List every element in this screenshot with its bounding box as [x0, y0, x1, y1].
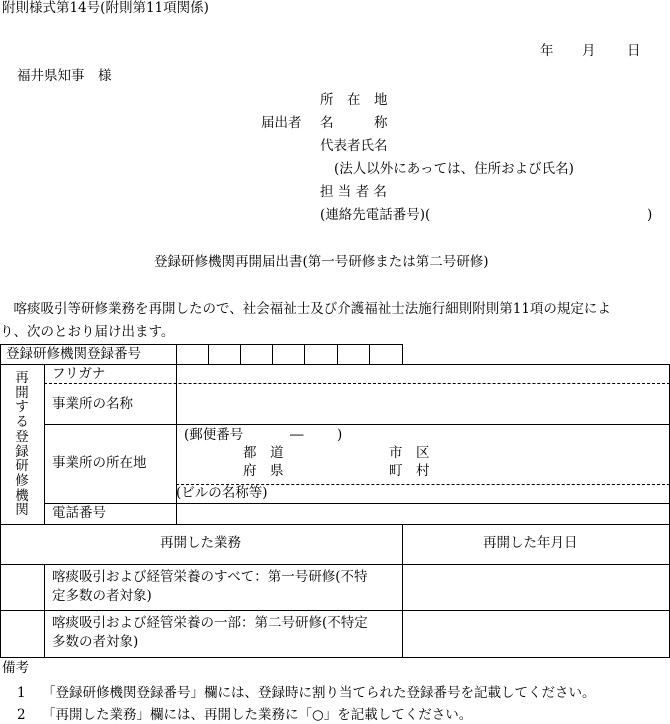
- table-line: [0, 344, 402, 345]
- table-line: [0, 657, 670, 658]
- resumed-business-header: 再開した業務: [160, 535, 241, 551]
- side-label-char: 登: [15, 428, 29, 445]
- notifier-contact-phone-label: (連絡先電話番号)(: [320, 207, 431, 223]
- fu-ken-label: 府 県: [243, 463, 284, 479]
- document-title: 登録研修機関再開届出書(第一号研修または第二号研修): [154, 254, 489, 270]
- registration-number-label: 登録研修機関登録番号: [6, 346, 141, 362]
- notifier-contact-close: ): [647, 207, 653, 223]
- note-1-text: 「登録研修機関登録番号」欄には、登録時に割り当てられた登録番号を記載してください。: [42, 685, 596, 701]
- table-line: [0, 524, 670, 525]
- table-line: [0, 564, 670, 565]
- table-line: [402, 344, 403, 364]
- form-number: 附則様式第14号(附則第11項関係): [2, 0, 209, 16]
- table-line: [44, 364, 45, 524]
- building-name-label: (ビルの名称等): [176, 485, 268, 501]
- resumed-row1-text-line2: 定多数の者対象): [52, 588, 152, 604]
- table-line: [0, 610, 670, 611]
- table-line: [208, 344, 209, 364]
- side-label-char: 機: [15, 487, 29, 504]
- addressee: 福井県知事 様: [17, 68, 112, 84]
- table-line: [44, 503, 670, 504]
- table-dash-line: [44, 383, 670, 384]
- furigana-label: フリガナ: [52, 366, 106, 382]
- postal-code-dash: ―: [290, 427, 304, 443]
- table-line: [304, 344, 305, 364]
- side-label-char: す: [15, 399, 29, 416]
- side-label-char: 開: [15, 384, 29, 401]
- table-line: [402, 524, 403, 657]
- notes-heading: 備考: [2, 660, 29, 676]
- date-day-label: 日: [627, 43, 641, 59]
- body-text-line2: り、次のとおり届け出ます。: [0, 324, 175, 340]
- side-label-char: 録: [15, 443, 29, 460]
- date-month-label: 月: [582, 43, 596, 59]
- table-line: [44, 424, 670, 425]
- resumed-row2-text-line2: 多数の者対象): [52, 634, 139, 650]
- side-label-char: 研: [15, 458, 29, 475]
- notifier-name-label: 名 称: [320, 115, 388, 131]
- table-line: [337, 344, 338, 364]
- notifier-non-corporate-note: (法人以外にあっては、住所および氏名): [334, 161, 574, 177]
- table-line: [0, 364, 670, 365]
- cho-son-label: 町 村: [389, 463, 430, 479]
- resumed-row1-text-line1: 喀痰吸引および経管栄養のすべて：第一号研修(不特: [52, 569, 368, 585]
- side-label-vertical: [14, 371, 30, 518]
- table-line: [240, 344, 241, 364]
- postal-code-close: ): [337, 427, 343, 443]
- date-year-label: 年: [540, 43, 554, 59]
- shi-ku-label: 市 区: [389, 445, 430, 461]
- note-2-number: 2: [17, 707, 26, 723]
- table-line: [369, 344, 370, 364]
- postal-code-label: (郵便番号: [184, 427, 244, 443]
- side-label-char: る: [15, 414, 29, 431]
- side-label-char: 再: [15, 370, 29, 386]
- table-line: [0, 524, 1, 657]
- note-2-text: 「再開した業務」欄には、再開した業務に「○」を記載してください。: [42, 707, 473, 723]
- notifier-location-label: 所 在 地: [320, 92, 388, 108]
- resumed-date-header: 再開した年月日: [483, 535, 578, 551]
- office-name-label: 事業所の名称: [52, 396, 133, 412]
- table-line: [0, 344, 1, 524]
- side-label-char: 修: [15, 472, 29, 489]
- notifier-representative-label: 代表者氏名: [320, 138, 388, 154]
- to-do-label: 都 道: [243, 445, 284, 461]
- office-address-label: 事業所の所在地: [52, 455, 147, 471]
- body-text-line1: 喀痰吸引等研修業務を再開したので、社会福祉士及び介護福祉士法施行細則附則第11項の規定によ: [0, 301, 611, 317]
- notifier-label: 届出者: [261, 115, 302, 131]
- resumed-row2-text-line1: 喀痰吸引および経管栄養の一部：第二号研修(不特定: [52, 615, 368, 631]
- table-line: [272, 344, 273, 364]
- side-label-char: 関: [15, 502, 29, 519]
- note-1-number: 1: [17, 685, 26, 701]
- notifier-person-in-charge-label: 担 当 者 名: [320, 184, 387, 200]
- phone-number-label: 電話番号: [52, 505, 106, 521]
